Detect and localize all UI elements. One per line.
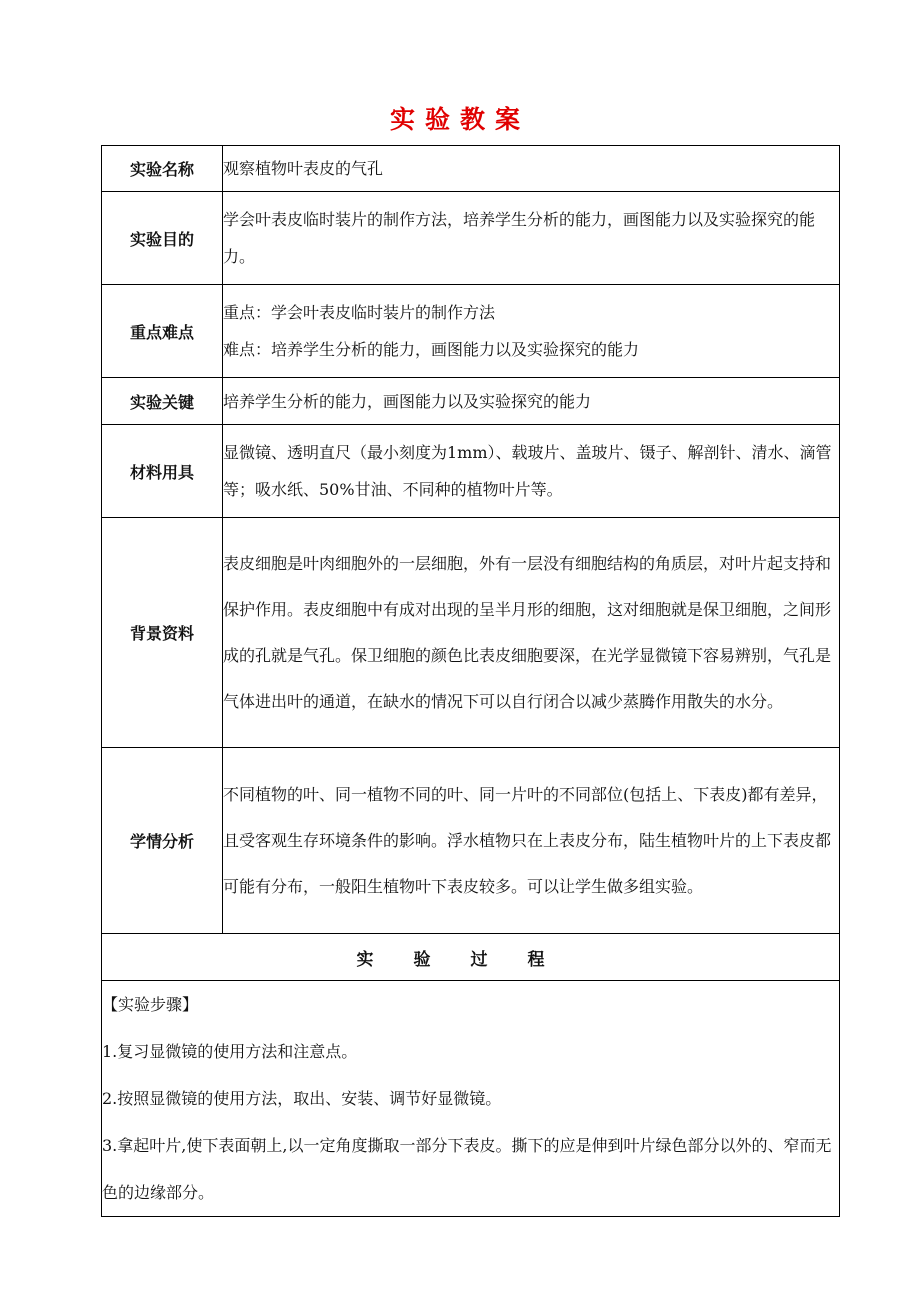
row-content xyxy=(223,518,840,748)
row-text: 难点：培养学生分析的能力，画图能力以及实验探究的能力 xyxy=(223,340,640,359)
row-label: 实验目的 xyxy=(102,192,223,285)
row-text: 表皮细胞是叶肉细胞外的一层细胞，外有一层没有细胞结构的角质层，对叶片起支持和保护作用。表皮细胞中有成对出现的呈半月形的细胞，这对细胞就是保卫细胞，之间形成的孔就是气孔。保卫细胞的颜色比表皮细胞要深，在光学显微镜下容易辨别，气孔是气体进出叶的通道，在缺水的情况下可以自行闭合以减少蒸腾作用散失的水分。 xyxy=(223,553,832,711)
table-row xyxy=(102,934,840,981)
table-row xyxy=(102,192,840,285)
table-row xyxy=(102,981,840,1217)
row-content xyxy=(223,425,840,518)
row-content xyxy=(223,192,840,285)
row-label: 实验关键 xyxy=(102,378,223,425)
process-steps xyxy=(102,981,840,1217)
table-row xyxy=(102,378,840,425)
row-label: 重点难点 xyxy=(102,285,223,378)
step-text: 1.复习显微镜的使用方法和注意点。 xyxy=(102,1042,358,1061)
step-text: 【实验步骤】 xyxy=(102,995,199,1014)
row-label: 学情分析 xyxy=(102,748,223,934)
row-content xyxy=(223,378,840,425)
step-text: 2.按照显微镜的使用方法，取出、安装、调节好显微镜。 xyxy=(102,1089,502,1108)
step-text: 3.拿起叶片,使下表面朝上,以一定角度撕取一部分下表皮。撕下的应是伸到叶片绿色部分以外的、窄而无色的边缘部分。 xyxy=(102,1136,832,1202)
row-text: 学会叶表皮临时装片的制作方法，培养学生分析的能力，画图能力以及实验探究的能力。 xyxy=(223,210,816,266)
row-text: 重点：学会叶表皮临时装片的制作方法 xyxy=(223,303,496,322)
row-text: 培养学生分析的能力，画图能力以及实验探究的能力 xyxy=(223,391,592,411)
lesson-plan-table xyxy=(101,145,840,1217)
row-content xyxy=(223,748,840,934)
row-text: 显微镜、透明直尺（最小刻度为1mm）、载玻片、盖玻片、镊子、解剖针、清水、滴管等；吸水纸、50%甘油、不同种的植物叶片等。 xyxy=(223,443,832,499)
page-title: 实验教案 xyxy=(389,105,530,134)
row-label: 背景资料 xyxy=(102,518,223,748)
table-row xyxy=(102,518,840,748)
row-content xyxy=(223,146,840,192)
row-label: 材料用具 xyxy=(102,425,223,518)
row-content xyxy=(223,285,840,378)
row-label: 实验名称 xyxy=(102,146,223,192)
table-row xyxy=(102,285,840,378)
process-heading: 实验过程 xyxy=(102,934,840,981)
row-text: 不同植物的叶、同一植物不同的叶、同一片叶的不同部位(包括上、下表皮)都有差异，且受客观生存环境条件的影响。浮水植物只在上表皮分布，陆生植物叶片的上下表皮都可能有分布，一般阳生植物叶下表皮较多。可以让学生做多组实验。 xyxy=(223,784,832,896)
table-row xyxy=(102,146,840,192)
row-text: 观察植物叶表皮的气孔 xyxy=(223,159,384,178)
table-row xyxy=(102,425,840,518)
table-row xyxy=(102,748,840,934)
